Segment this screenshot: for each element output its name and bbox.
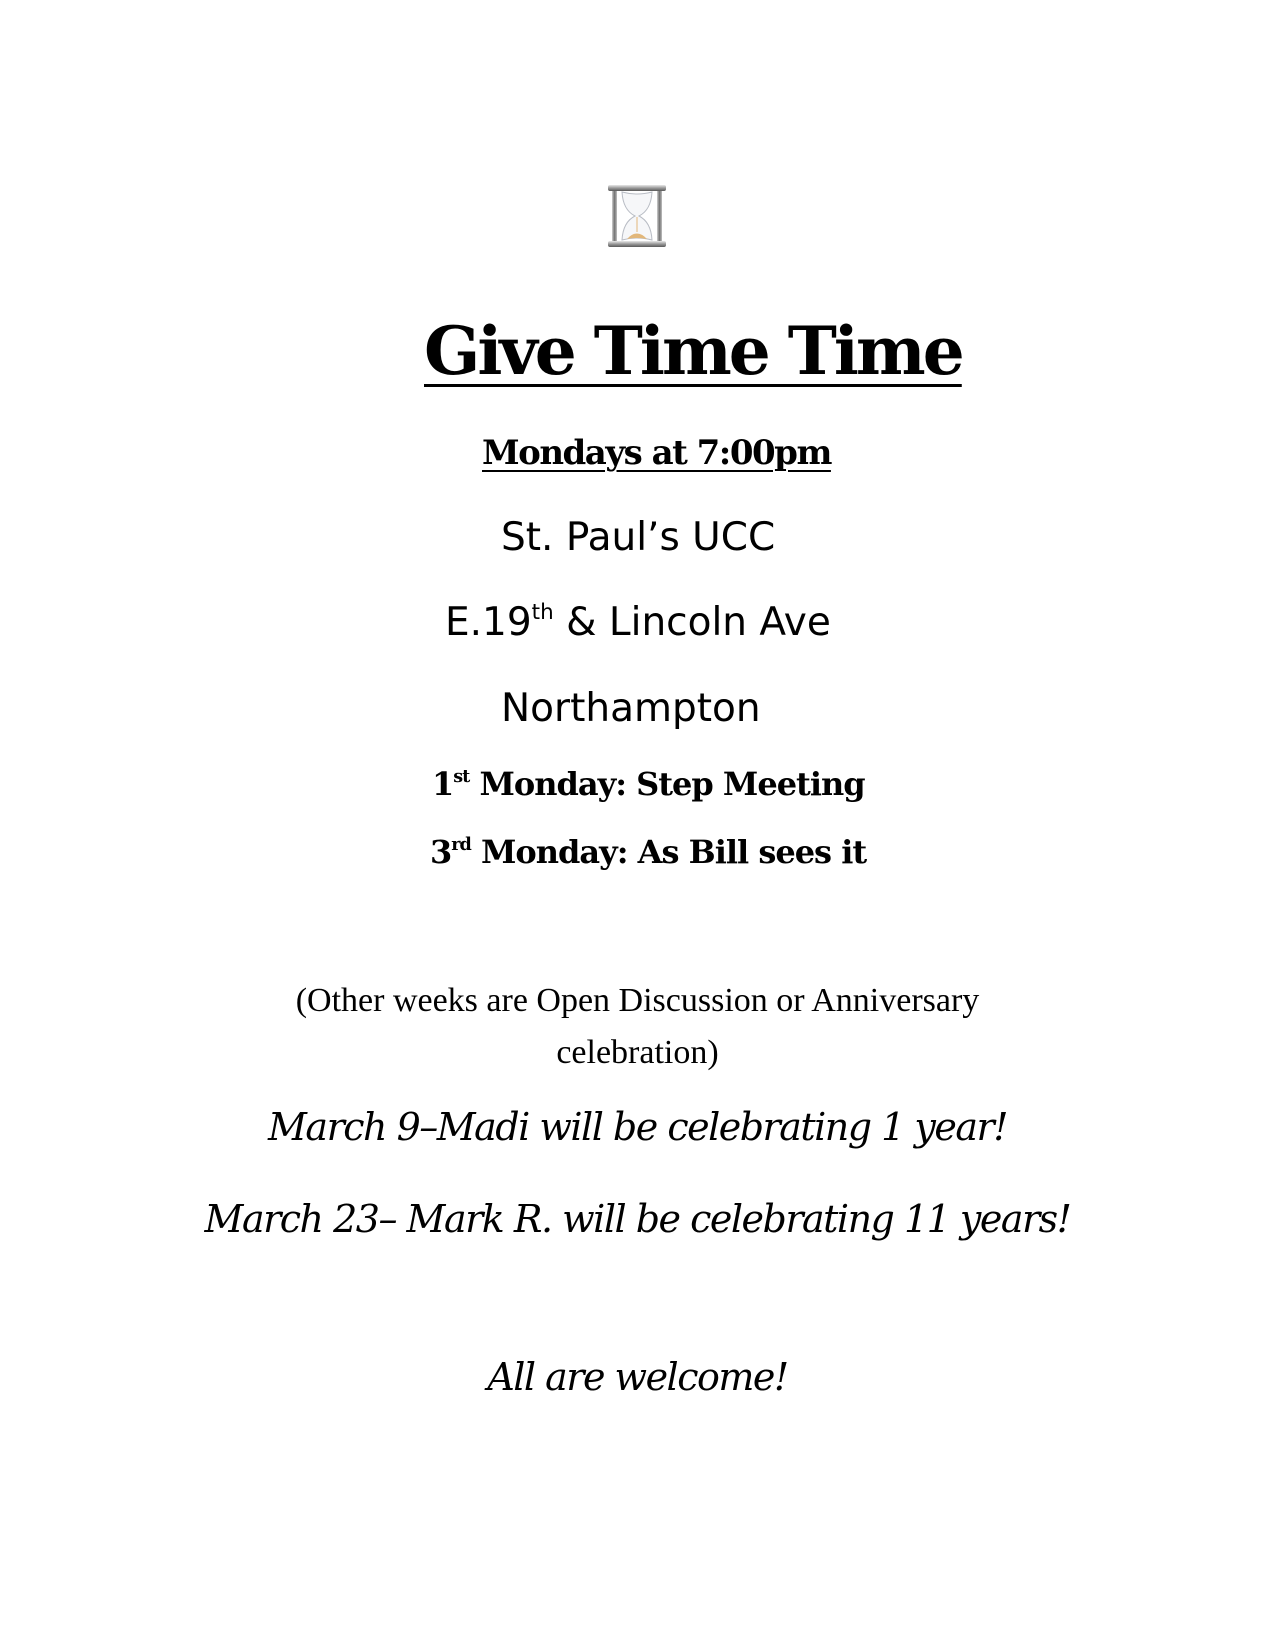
schedule-text: Monday: Step Meeting: [469, 765, 865, 803]
street-name: & Lincoln Ave: [553, 600, 831, 645]
schedule-ordinal: rd: [451, 833, 471, 855]
flyer-title: Give Time Time: [424, 312, 962, 390]
location-street: [445, 599, 831, 645]
celebration-mark: March 23– Mark R. will be celebrating 11 years!: [204, 1197, 1071, 1241]
schedule-number: 3: [430, 833, 452, 871]
hourglass-icon: [606, 184, 668, 248]
street-number: E.19: [445, 600, 532, 645]
schedule-text: Monday: As Bill sees it: [470, 833, 867, 871]
meeting-time: Mondays at 7:00pm: [482, 433, 831, 473]
other-weeks-note: (Other weeks are Open Discussion or Anniversary celebration): [295, 982, 980, 1071]
schedule-ordinal: st: [453, 765, 470, 787]
celebration-madi: March 9–Madi will be celebrating 1 year!: [268, 1105, 1007, 1149]
schedule-item-third-monday: [430, 833, 867, 871]
closing-message: All are welcome!: [487, 1355, 788, 1399]
schedule-item-first-monday: [432, 765, 865, 803]
street-ordinal: th: [531, 599, 554, 625]
location-name: St. Paul’s UCC: [501, 515, 776, 560]
location-town: Northampton: [501, 686, 761, 731]
schedule-number: 1: [432, 765, 454, 803]
